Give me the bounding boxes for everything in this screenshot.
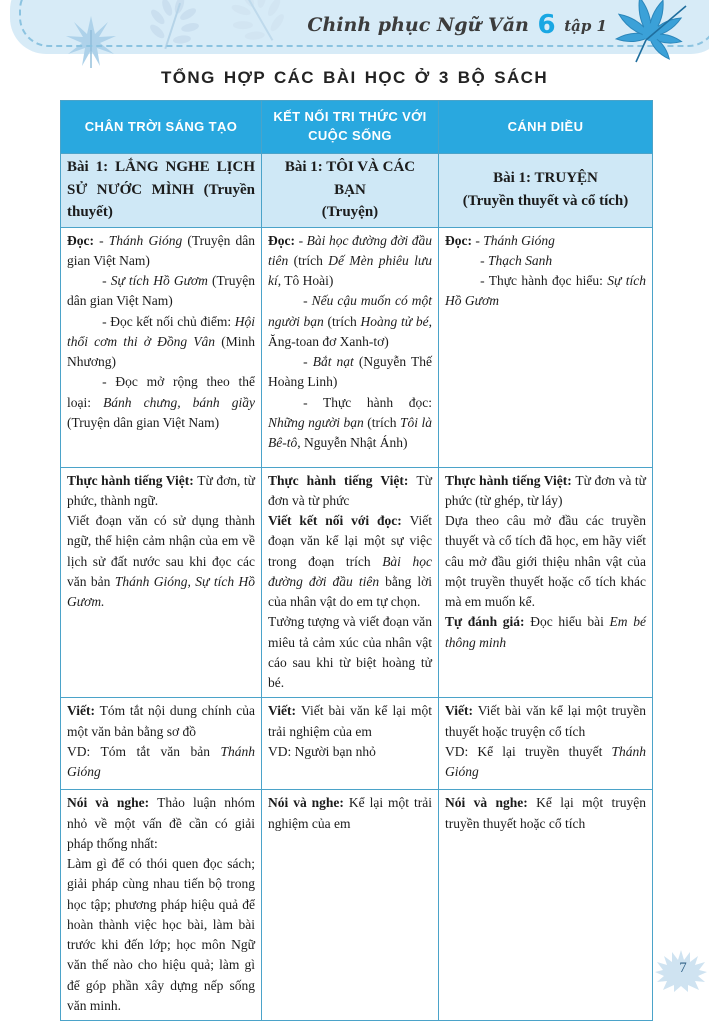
column-header-chan-troi-sang-tao: CHÂN TRỜI SÁNG TẠO bbox=[61, 101, 262, 154]
text-run: Tóm tắt nội dung chính của một văn bản bằng sơ đồ bbox=[67, 703, 256, 739]
paragraph bbox=[268, 471, 432, 512]
text-run: VD: Người bạn nhỏ bbox=[268, 743, 376, 759]
table-row-noi-va-nghe bbox=[61, 790, 653, 1021]
paragraph bbox=[268, 201, 432, 224]
paragraph bbox=[268, 393, 432, 454]
text-run: - Thực hành đọc hiểu: bbox=[480, 273, 608, 288]
text-run: Thạch Sanh bbox=[487, 252, 553, 268]
text-run: Viết kết nối với đọc: bbox=[268, 513, 410, 528]
paragraph bbox=[268, 701, 432, 742]
text-run: Viết đoạn văn có sử dụng thành ngữ, thể hiện cảm nhận của em về lịch sử đất nước sau khi đọc các văn bản bbox=[67, 513, 255, 589]
paragraph bbox=[445, 271, 646, 312]
paragraph bbox=[67, 793, 255, 854]
text-run: Thánh Gióng bbox=[108, 232, 183, 248]
text-run: Viết: bbox=[67, 703, 100, 719]
table-row-thuc-hanh-tieng-viet bbox=[61, 467, 653, 698]
text-run: Hoàng tử bé bbox=[360, 313, 429, 329]
text-run: bằng lời của nhân vật do em tự chọn. bbox=[268, 573, 432, 609]
paragraph bbox=[445, 793, 646, 834]
column-header-ket-noi-tri-thuc: KẾT NỐI TRI THỨC VỚI CUỘC SỐNG bbox=[262, 101, 439, 154]
paragraph bbox=[268, 793, 432, 834]
paragraph bbox=[445, 190, 646, 213]
text-run: Viết đoạn văn kể lại một sự việc trong đoạn trích bbox=[268, 513, 432, 569]
text-run: , Tô Hoài) bbox=[277, 273, 334, 288]
text-run: Nói và nghe: bbox=[445, 795, 537, 811]
text-run: Làm gì để có thói quen đọc sách; giải pháp cùng nhau tiến bộ trong học tập; phương pháp hiệu quả để hoàn thành việc học bài, làm bài trước khi đến lớp; học môn Ngữ văn thế nào cho hiệu quả; làm gì để góp phần xây dựng nếp sống văn minh. bbox=[67, 856, 255, 1013]
text-run: Bánh chưng, bánh giầy bbox=[103, 394, 255, 410]
paragraph bbox=[445, 742, 646, 783]
table-cell bbox=[262, 467, 439, 698]
table-cell bbox=[262, 790, 439, 1021]
paragraph bbox=[445, 612, 646, 653]
table-cell bbox=[439, 227, 653, 467]
text-run: - bbox=[298, 232, 307, 248]
text-run: - bbox=[475, 232, 484, 248]
banner-grade-number: 6 bbox=[537, 10, 556, 40]
table-cell bbox=[61, 154, 262, 228]
text-run: Sự tích Hồ Gươm bbox=[445, 273, 646, 309]
books-comparison-table bbox=[60, 100, 653, 1021]
text-run: Hội thổi cơm thi ở Đồng Vân bbox=[67, 313, 255, 349]
banner-book-name: Ngữ Văn bbox=[436, 14, 529, 36]
table-row-viet bbox=[61, 698, 653, 790]
text-run: (Truyện dân gian Việt Nam) bbox=[67, 232, 255, 268]
text-run: - bbox=[102, 273, 111, 288]
banner-volume: tập 1 bbox=[564, 17, 607, 35]
text-run: Nói và nghe: bbox=[67, 795, 158, 811]
paragraph bbox=[67, 372, 255, 433]
banner-title bbox=[307, 10, 607, 40]
paragraph bbox=[268, 612, 432, 693]
text-run: , Nguyễn Nhật Ánh) bbox=[297, 435, 408, 450]
text-run: (Nguyễn Thế Hoàng Linh) bbox=[268, 354, 433, 390]
text-run: Thánh Gióng bbox=[483, 232, 555, 248]
text-run: Những người bạn bbox=[268, 414, 364, 430]
text-run: (trích bbox=[323, 313, 361, 329]
text-run: Thánh Gióng bbox=[445, 743, 646, 779]
faint-fern-leaf-icon bbox=[138, 0, 208, 54]
table-header-row bbox=[61, 101, 653, 154]
text-run: Viết bài văn kể lại một trải nghiệm của em bbox=[268, 703, 432, 739]
text-run: Thảo luận nhóm nhỏ về một vấn đề cần có giải pháp thống nhất: bbox=[67, 795, 255, 851]
text-run: Thánh Gióng, Sự tích Hồ Gươm. bbox=[67, 573, 255, 609]
table-body bbox=[61, 154, 653, 1021]
text-run: Bài 1: TRUYỆN bbox=[493, 170, 598, 187]
paragraph bbox=[67, 471, 255, 512]
paragraph bbox=[67, 271, 255, 312]
text-run: - bbox=[99, 232, 109, 248]
page-title: TỔNG HỢP CÁC BÀI HỌC Ở 3 BỘ SÁCH bbox=[160, 68, 548, 87]
text-run: Từ đơn và từ phức bbox=[268, 472, 432, 508]
text-run: (Truyền thuyết và cổ tích) bbox=[462, 192, 629, 209]
paragraph bbox=[445, 167, 646, 190]
faint-fern-leaf-icon bbox=[222, 0, 296, 48]
paragraph bbox=[67, 854, 255, 1016]
text-run: Dế Mèn phiêu lưu kí bbox=[268, 252, 432, 288]
table-cell bbox=[439, 698, 653, 790]
text-run: Tự đánh giá: bbox=[445, 614, 531, 630]
table-cell bbox=[262, 154, 439, 228]
text-run: Bài học đường đời đầu tiên bbox=[268, 232, 432, 268]
text-run: Bài 1: LẮNG NGHE LỊCH SỬ NƯỚC MÌNH (Truyền thuyết) bbox=[67, 159, 255, 220]
table-cell bbox=[439, 790, 653, 1021]
table-row-doc bbox=[61, 227, 653, 467]
text-run: - Đọc kết nối chủ điểm: bbox=[102, 313, 235, 329]
table-cell bbox=[439, 154, 653, 228]
table-cell bbox=[61, 227, 262, 467]
text-run: Bắt nạt bbox=[312, 354, 354, 369]
text-run: Đọc hiểu bài bbox=[530, 614, 610, 630]
paragraph bbox=[268, 291, 432, 352]
text-run: - Thực hành đọc: bbox=[303, 394, 432, 410]
page-number: 7 bbox=[679, 960, 687, 976]
paragraph bbox=[445, 231, 646, 251]
paragraph bbox=[67, 156, 255, 224]
banner-script-text: Chinh phục bbox=[307, 14, 431, 36]
text-run: Thánh Gióng bbox=[67, 743, 255, 779]
text-run: (trích bbox=[363, 414, 400, 430]
text-run: Viết bài văn kể lại một truyền thuyết hoặc truyện cổ tích bbox=[445, 703, 646, 739]
page-number-badge bbox=[655, 948, 707, 992]
text-run: Kể lại một truyện truyền thuyết hoặc cổ tích bbox=[445, 795, 646, 831]
text-run: Đọc: bbox=[67, 232, 100, 248]
text-run: (Truyện dân gian Việt Nam) bbox=[67, 273, 255, 309]
paragraph bbox=[445, 251, 646, 271]
text-run: Em bé thông minh bbox=[445, 614, 646, 650]
text-run: Nói và nghe: bbox=[268, 795, 349, 811]
faint-star-leaf-icon bbox=[60, 10, 122, 72]
text-run: Thực hành tiếng Việt: bbox=[268, 472, 417, 488]
paragraph bbox=[67, 701, 255, 742]
text-run: VD: Kể lại truyền thuyết bbox=[445, 743, 612, 759]
text-run: - Đọc mở rộng theo thể loại: bbox=[67, 374, 255, 410]
table-cell bbox=[439, 467, 653, 698]
text-run: (Minh Nhương) bbox=[67, 333, 255, 369]
paragraph bbox=[268, 156, 432, 201]
text-run: - bbox=[303, 354, 313, 369]
paragraph bbox=[67, 742, 255, 783]
paragraph bbox=[268, 352, 432, 393]
text-run: Sự tích Hồ Gươm bbox=[110, 273, 208, 288]
text-run: Kể lại một trải nghiệm của em bbox=[268, 795, 432, 831]
table-cell bbox=[61, 698, 262, 790]
text-run: Thực hành tiếng Việt: bbox=[67, 472, 198, 488]
text-run: Nếu cậu muốn có một người bạn bbox=[268, 293, 432, 329]
text-run: Thực hành tiếng Việt: bbox=[445, 472, 576, 488]
text-run: Viết: bbox=[268, 703, 302, 719]
text-run: Bài 1: TÔI VÀ CÁC BẠN bbox=[284, 159, 416, 198]
text-run: - bbox=[303, 293, 312, 309]
paragraph bbox=[67, 231, 255, 272]
paragraph bbox=[67, 511, 255, 612]
text-run: Đọc: bbox=[268, 232, 299, 248]
text-run: , Ăng-toan đơ Xanh-tơ) bbox=[268, 313, 432, 349]
text-run: VD: Tóm tắt văn bản bbox=[67, 743, 221, 759]
text-run: Từ đơn, từ phức, thành ngữ. bbox=[67, 472, 255, 508]
paragraph bbox=[445, 511, 646, 612]
paragraph bbox=[445, 701, 646, 742]
table-row-bai-1 bbox=[61, 154, 653, 228]
text-run: (Truyện dân gian Việt Nam) bbox=[67, 414, 220, 430]
blue-maple-leaf-icon bbox=[598, 0, 702, 76]
table-cell bbox=[61, 790, 262, 1021]
table-cell bbox=[61, 467, 262, 698]
table-cell bbox=[262, 227, 439, 467]
column-header-canh-dieu: CÁNH DIỀU bbox=[439, 101, 653, 154]
text-run: Đọc: bbox=[445, 232, 476, 248]
text-run: Tôi là Bê-tô bbox=[268, 414, 433, 450]
text-run: Từ đơn và từ phức (từ ghép, từ láy) bbox=[445, 472, 646, 508]
paragraph bbox=[268, 742, 432, 762]
paragraph bbox=[445, 471, 646, 512]
text-run: - bbox=[480, 252, 488, 268]
text-run: Dựa theo câu mở đầu các truyền thuyết và cổ tích đã học, em hãy viết câu mở đầu giới thiệu nhân vật của một truyền thuyết hoặc cổ tích khác mà em muốn kể. bbox=[445, 513, 646, 609]
text-run: (trích bbox=[288, 252, 329, 268]
text-run: Tưởng tượng và viết đoạn văn miêu tả cảm xúc của nhân vật cáo sau khi từ biệt hoàng tử bé. bbox=[268, 614, 432, 690]
paragraph bbox=[268, 231, 432, 292]
text-run: Viết: bbox=[445, 703, 478, 719]
text-run: (Truyện) bbox=[321, 204, 379, 220]
table-cell bbox=[262, 698, 439, 790]
paragraph bbox=[268, 511, 432, 612]
text-run: Bài học đường đời đầu tiên bbox=[268, 553, 432, 589]
paragraph bbox=[67, 312, 255, 373]
